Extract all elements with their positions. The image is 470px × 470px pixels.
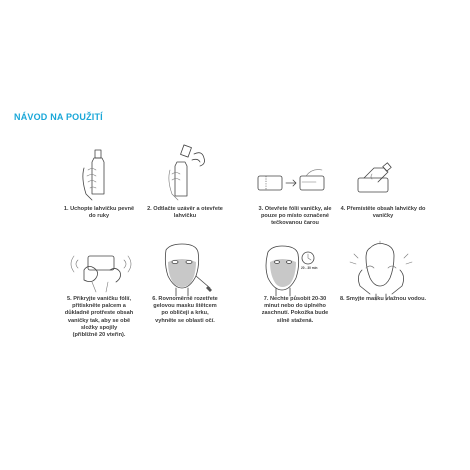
- step-4-caption: 4. Přemístěte obsah lahvičky do vaničky: [340, 206, 426, 220]
- step-7-caption: 7. Nechte působit 20-30 minut nebo do úplného zaschnutí. Pokožka bude silně stažená.: [261, 296, 329, 324]
- face-brush-icon: [130, 240, 240, 302]
- step-2-illustration: [130, 140, 240, 202]
- step-1-caption: 1. Uchopte lahvičku pevně do ruky: [63, 206, 135, 220]
- step-2-caption: 2. Odtlačte uzávěr a otevřete lahvičku: [147, 206, 223, 220]
- timer-label: 20 - 30 min: [301, 266, 318, 270]
- step-8-illustration: [328, 240, 438, 302]
- step-6-caption: 6. Rovnoměrně rozetřete gelovou masku štětcem po obličeji a krku, vyhněte se oblasti očí.: [152, 296, 218, 324]
- step-4-illustration: [328, 140, 438, 202]
- opening-bottle-icon: [130, 140, 240, 202]
- step-3-caption: 3. Otevřete fólii vaničky, ale pouze po místo označené tečkovanou čarou: [258, 206, 332, 227]
- step-6-illustration: [130, 240, 240, 302]
- step-5-caption: 5. Přikryjte vaničku fólií, přitiskněte palcem a důkladně protřeste obsah vaničky tak, aby se obě složky spojily (přibližně 20 vteřin).: [64, 296, 134, 339]
- page-title: NÁVOD NA POUŽITÍ: [14, 112, 103, 122]
- pour-into-tray-icon: [328, 140, 438, 202]
- rinse-face-icon: [328, 240, 438, 302]
- step-8-caption: 8. Smyjte masku vlažnou vodou.: [339, 296, 427, 302]
